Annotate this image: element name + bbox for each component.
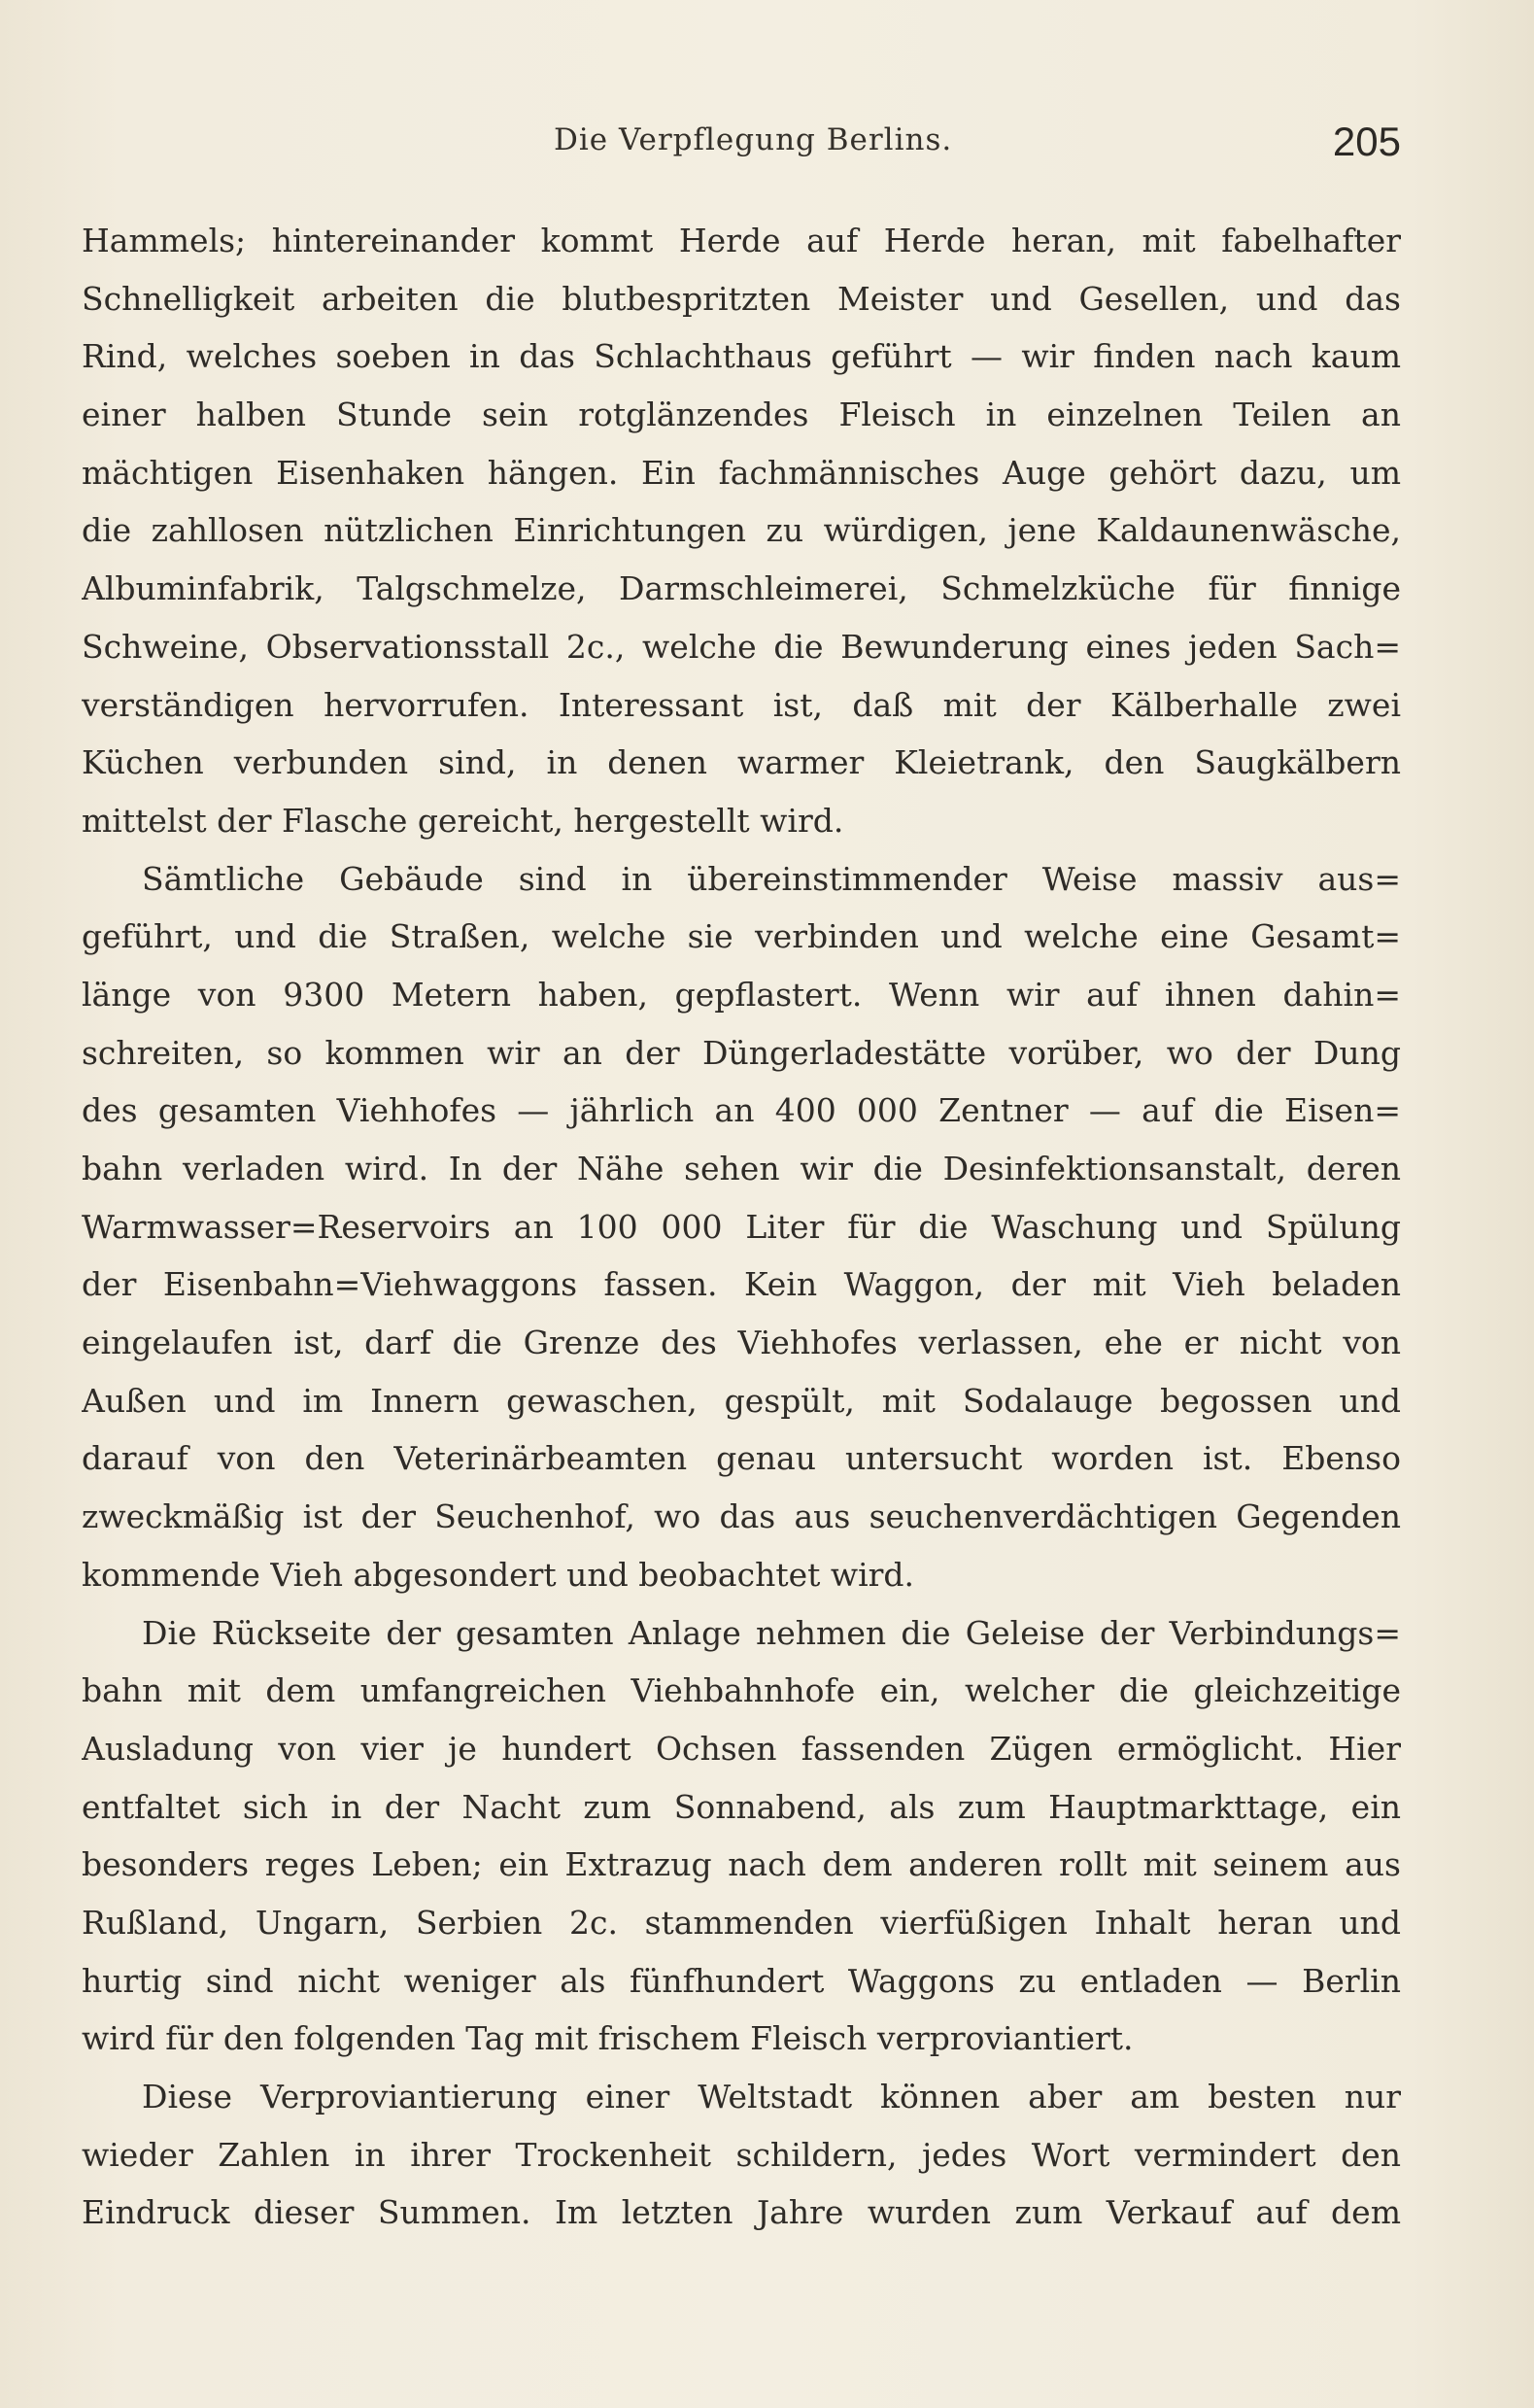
text-line: darauf von den Veterinärbeamten genau untersucht worden ist. Ebenso [82,1439,1401,1478]
text-line: Sämtliche Gebäude sind in übereinstimmender Weise massiv aus= [142,859,1401,898]
running-head: Die Verpflegung Berlins. [554,122,953,157]
text-line: eingelaufen ist, darf die Grenze des Viehhofes verlassen, ehe er nicht von [82,1324,1401,1362]
body-text [82,212,1401,2242]
text-line: bahn verladen wird. In der Nähe sehen wir die Desinfektionsanstalt, deren [82,1150,1401,1187]
text-line: mächtigen Eisenhaken hängen. Ein fachmännisches Auge gehört dazu, um [82,453,1401,492]
text-line: besonders reges Leben; ein Extrazug nach dem anderen rollt mit seinem aus [82,1845,1401,1884]
text-line: Schweine, Observationsstall 2c., welche die Bewunderung eines jeden Sach= [82,627,1401,666]
text-line: die zahllosen nützlichen Einrichtungen zu würdigen, jene Kaldaunenwäsche, [82,511,1401,550]
text-line: Rußland, Ungarn, Serbien 2c. stammenden vierfüßigen Inhalt heran und [82,1903,1401,1942]
text-line: Die Rückseite der gesamten Anlage nehmen die Geleise der Verbindungs= [142,1613,1401,1652]
text-line: mittelst der Flasche gereicht, hergestellt wird. [82,801,844,840]
text-line: Rind, welches soeben in das Schlachthaus geführt — wir finden nach kaum [82,337,1401,376]
text-line: entfaltet sich in der Nacht zum Sonnabend, als zum Hauptmarkttage, ein [82,1787,1401,1826]
text-line: Hammels; hintereinander kommt Herde auf Herde heran, mit fabelhafter [82,222,1401,259]
text-line: kommende Vieh abgesondert und beobachtet wird. [82,1555,915,1594]
text-line: der Eisenbahn=Viehwaggons fassen. Kein Waggon, der mit Vieh beladen [82,1265,1401,1304]
text-line: zweckmäßig ist der Seuchenhof, wo das aus seuchenverdächtigen Gegenden [82,1497,1401,1536]
text-line: einer halben Stunde sein rotglänzendes Fleisch in einzelnen Teilen an [82,396,1401,434]
text-line: Warmwasser=Reservoirs an 100 000 Liter für die Waschung und Spülung [82,1207,1401,1246]
text-line: Albuminfabrik, Talgschmelze, Darmschleimerei, Schmelzküche für finnige [82,569,1401,608]
text-line: Eindruck dieser Summen. Im letzten Jahre wurden zum Verkauf auf dem [82,2193,1401,2232]
text-line: Schnelligkeit arbeiten die blutbespritzten Meister und Gesellen, und das [82,279,1401,318]
text-line: des gesamten Viehhofes — jährlich an 400 000 Zentner — auf die Eisen= [82,1091,1401,1130]
text-line: Diese Verproviantierung einer Weltstadt können aber am besten nur [142,2078,1401,2116]
text-line: bahn mit dem umfangreichen Viehbahnhofe ein, welcher die gleichzeitige [82,1671,1401,1710]
text-line: Küchen verbunden sind, in denen warmer Kleietrank, den Saugkälbern [82,743,1401,782]
text-line: geführt, und die Straßen, welche sie verbinden und welche eine Gesamt= [82,917,1401,956]
text-line: wieder Zahlen in ihrer Trockenheit schildern, jedes Wort vermindert den [82,2135,1401,2174]
page-number: 205 [1332,119,1401,164]
text-line: wird für den folgenden Tag mit frischem Fleisch verproviantiert. [82,2019,1134,2058]
text-line: verständigen hervorrufen. Interessant ist, daß mit der Kälberhalle zwei [82,685,1401,724]
text-line: hurtig sind nicht weniger als fünfhundert Waggons zu entladen — Berlin [82,1961,1401,2000]
text-line: Außen und im Innern gewaschen, gespült, mit Sodalauge begossen und [82,1381,1401,1420]
text-line: schreiten, so kommen wir an der Düngerladestätte vorüber, wo der Dung [82,1033,1401,1072]
text-line: länge von 9300 Metern haben, gepflastert. Wenn wir auf ihnen dahin= [82,975,1401,1014]
page-header [82,119,1401,177]
text-line: Ausladung von vier je hundert Ochsen fassenden Zügen ermöglicht. Hier [82,1729,1401,1768]
